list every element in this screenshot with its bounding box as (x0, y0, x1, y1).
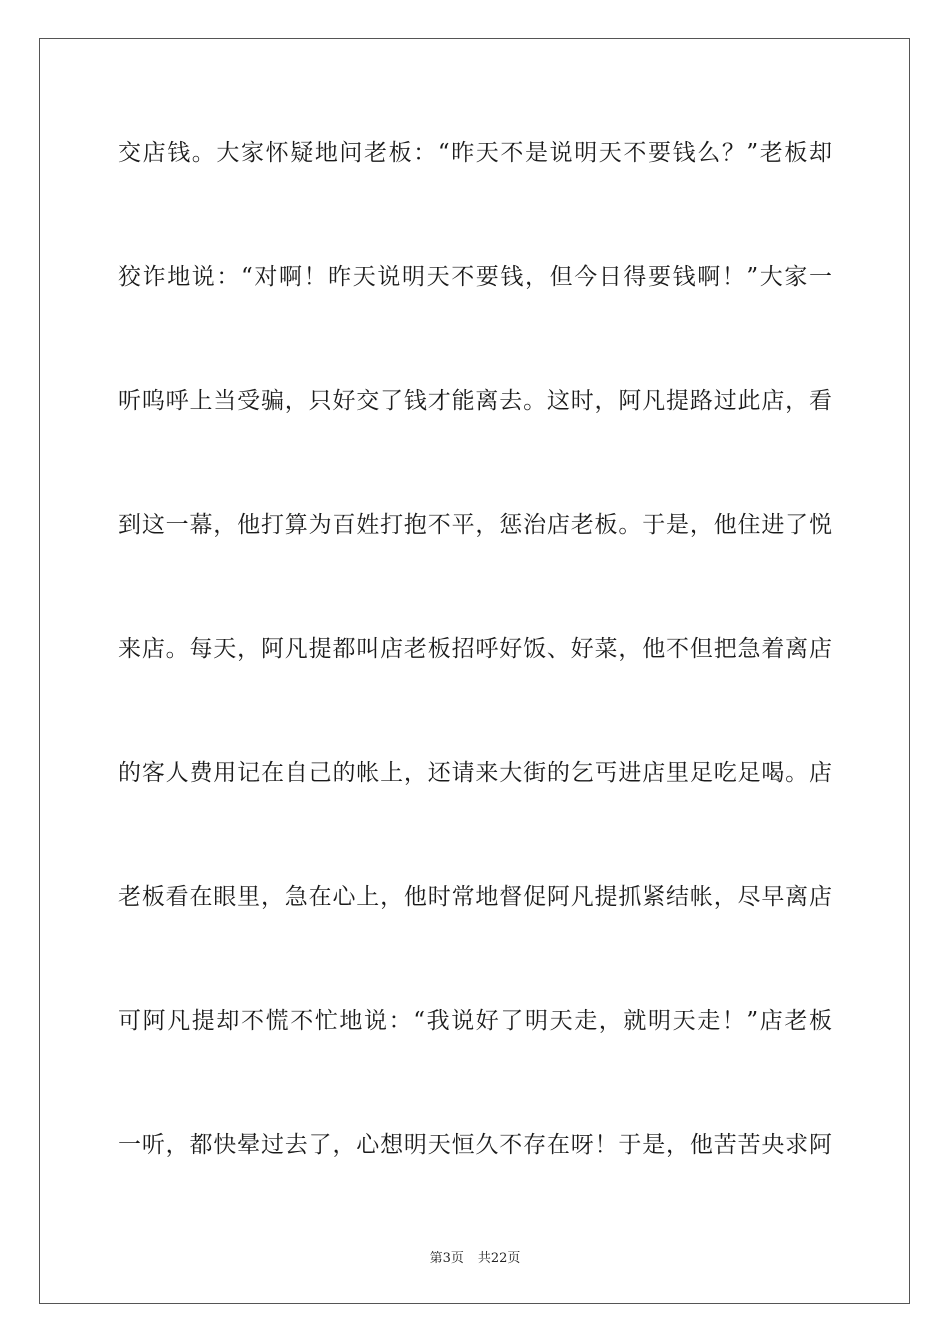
text-line: 的客人费用记在自己的帐上，还请来大街的乞丐进店里足吃足喝。店 (118, 760, 832, 786)
document-body (118, 133, 832, 1249)
text-line: 老板看在眼里，急在心上，他时常地督促阿凡提抓紧结帐，尽早离店 (118, 884, 832, 910)
text-line: 到这一幕，他打算为百姓打抱不平，惩治店老板。于是，他住进了悦 (118, 512, 832, 538)
text-line: 听呜呼上当受骗，只好交了钱才能离去。这时，阿凡提路过此店，看 (118, 388, 832, 414)
text-line: 来店。每天，阿凡提都叫店老板招呼好饭、好菜，他不但把急着离店 (118, 636, 832, 662)
text-line: 一听，都快晕过去了，心想明天恒久不存在呀！于是，他苦苦央求阿 (118, 1132, 832, 1158)
page-number: 第3页 (429, 1251, 464, 1266)
page-total: 共22页 (477, 1251, 521, 1266)
text-line: 交店钱。大家怀疑地问老板：“昨天不是说明天不要钱么？”老板却 (118, 140, 832, 166)
page-footer (0, 1247, 950, 1266)
text-line: 狡诈地说：“对啊！昨天说明天不要钱，但今日得要钱啊！”大家一 (118, 264, 832, 290)
text-line: 可阿凡提却不慌不忙地说：“我说好了明天走，就明天走！”店老板 (118, 1008, 832, 1034)
